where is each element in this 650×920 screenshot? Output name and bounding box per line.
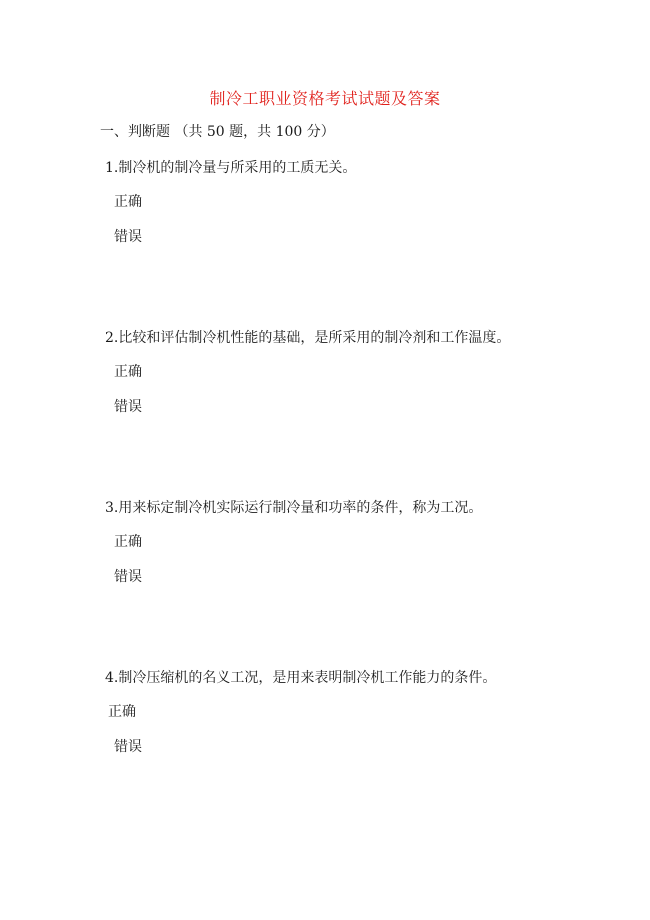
option-correct[interactable]: 正确 — [114, 364, 142, 380]
option-correct[interactable]: 正确 — [114, 194, 142, 210]
option-correct[interactable]: 正确 — [114, 534, 142, 550]
question-text: 4.制冷压缩机的名义工况，是用来表明制冷机工作能力的条件。 — [105, 670, 497, 686]
question-4 — [0, 667, 650, 777]
option-wrong[interactable]: 错误 — [114, 739, 142, 755]
question-1 — [0, 157, 650, 267]
option-wrong[interactable]: 错误 — [114, 229, 142, 245]
section-heading: 一、判断题 （共 50 题，共 100 分） — [100, 124, 335, 140]
document-title: 制冷工职业资格考试试题及答案 — [209, 89, 441, 108]
option-wrong[interactable]: 错误 — [114, 569, 142, 585]
question-2 — [0, 327, 650, 437]
option-wrong[interactable]: 错误 — [114, 399, 142, 415]
question-3 — [0, 497, 650, 607]
question-text: 3.用来标定制冷机实际运行制冷量和功率的条件，称为工况。 — [105, 500, 483, 516]
question-text: 2.比较和评估制冷机性能的基础，是所采用的制冷剂和工作温度。 — [105, 330, 511, 346]
question-text: 1.制冷机的制冷量与所采用的工质无关。 — [105, 160, 357, 176]
option-correct[interactable]: 正确 — [108, 704, 136, 720]
